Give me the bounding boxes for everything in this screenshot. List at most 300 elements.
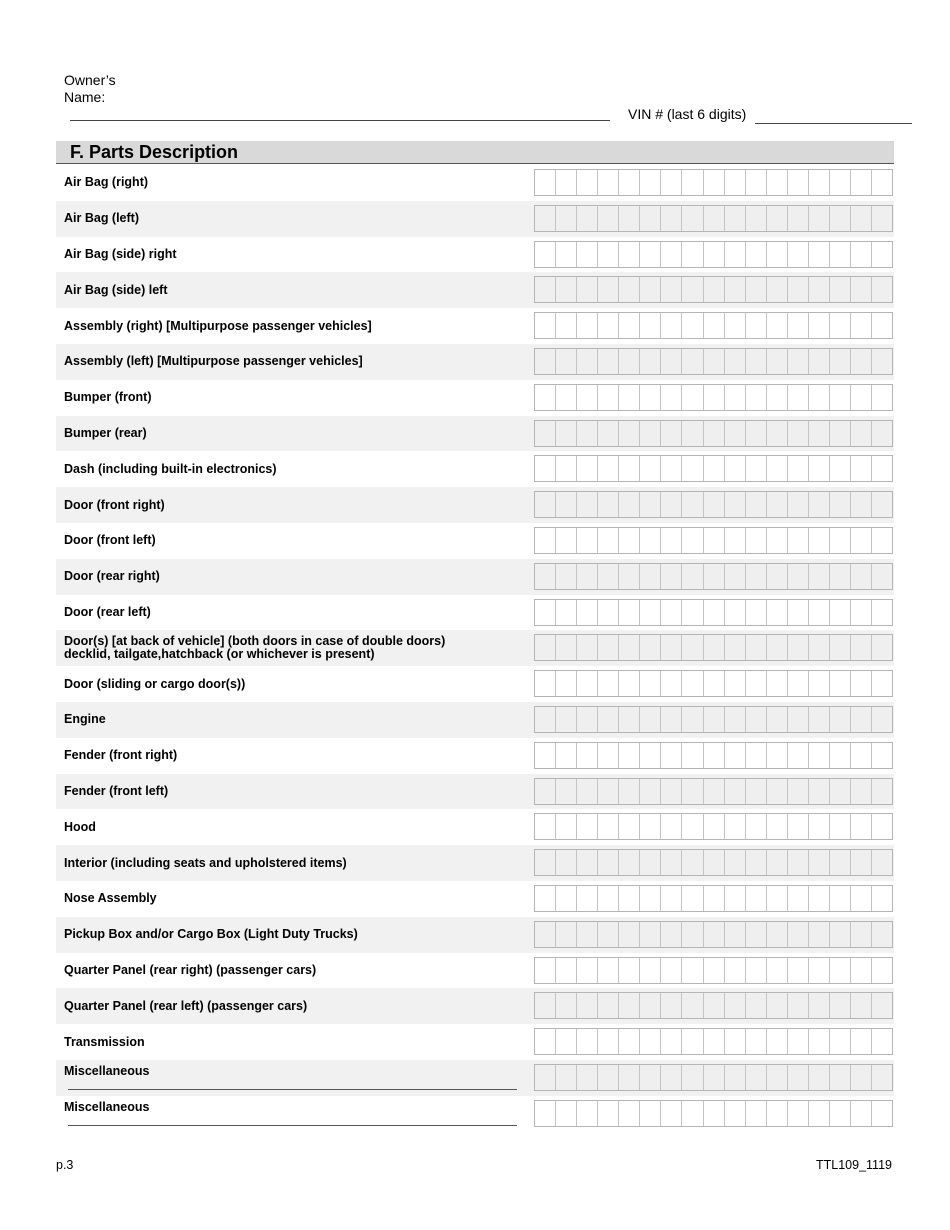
digit-box[interactable] — [766, 564, 787, 589]
part-number-boxes[interactable] — [534, 813, 893, 840]
digit-box[interactable] — [555, 707, 576, 732]
digit-box[interactable] — [829, 242, 850, 267]
digit-box[interactable] — [681, 349, 702, 374]
part-number-boxes[interactable] — [534, 634, 893, 661]
digit-box[interactable] — [597, 1065, 618, 1090]
digit-box[interactable] — [745, 671, 766, 696]
digit-box[interactable] — [681, 456, 702, 481]
digit-box[interactable] — [555, 242, 576, 267]
digit-box[interactable] — [808, 1065, 829, 1090]
digit-box[interactable] — [681, 385, 702, 410]
digit-box[interactable] — [555, 635, 576, 660]
digit-box[interactable] — [787, 886, 808, 911]
digit-box[interactable] — [787, 743, 808, 768]
digit-box[interactable] — [745, 993, 766, 1018]
digit-box[interactable] — [808, 635, 829, 660]
digit-box[interactable] — [850, 600, 871, 625]
digit-box[interactable] — [681, 743, 702, 768]
digit-box[interactable] — [535, 1029, 555, 1054]
digit-box[interactable] — [555, 886, 576, 911]
digit-box[interactable] — [703, 349, 724, 374]
digit-box[interactable] — [555, 528, 576, 553]
digit-box[interactable] — [576, 242, 597, 267]
digit-box[interactable] — [745, 1065, 766, 1090]
digit-box[interactable] — [660, 170, 681, 195]
digit-box[interactable] — [871, 958, 892, 983]
digit-box[interactable] — [787, 779, 808, 804]
digit-box[interactable] — [724, 349, 745, 374]
digit-box[interactable] — [829, 385, 850, 410]
digit-box[interactable] — [724, 671, 745, 696]
digit-box[interactable] — [535, 886, 555, 911]
digit-box[interactable] — [724, 922, 745, 947]
digit-box[interactable] — [639, 349, 660, 374]
digit-box[interactable] — [660, 850, 681, 875]
digit-box[interactable] — [597, 671, 618, 696]
digit-box[interactable] — [724, 421, 745, 446]
digit-box[interactable] — [535, 814, 555, 839]
digit-box[interactable] — [555, 349, 576, 374]
digit-box[interactable] — [639, 277, 660, 302]
digit-box[interactable] — [787, 170, 808, 195]
digit-box[interactable] — [639, 707, 660, 732]
digit-box[interactable] — [576, 671, 597, 696]
digit-box[interactable] — [787, 349, 808, 374]
digit-box[interactable] — [576, 743, 597, 768]
digit-box[interactable] — [766, 421, 787, 446]
digit-box[interactable] — [660, 206, 681, 231]
digit-box[interactable] — [660, 492, 681, 517]
digit-box[interactable] — [639, 671, 660, 696]
digit-box[interactable] — [660, 814, 681, 839]
digit-box[interactable] — [639, 850, 660, 875]
digit-box[interactable] — [808, 242, 829, 267]
digit-box[interactable] — [555, 1029, 576, 1054]
part-number-boxes[interactable] — [534, 921, 893, 948]
digit-box[interactable] — [829, 492, 850, 517]
digit-box[interactable] — [660, 277, 681, 302]
digit-box[interactable] — [535, 850, 555, 875]
digit-box[interactable] — [787, 814, 808, 839]
digit-box[interactable] — [703, 779, 724, 804]
digit-box[interactable] — [808, 277, 829, 302]
digit-box[interactable] — [681, 1029, 702, 1054]
digit-box[interactable] — [766, 242, 787, 267]
digit-box[interactable] — [724, 1065, 745, 1090]
digit-box[interactable] — [871, 528, 892, 553]
part-number-boxes[interactable] — [534, 957, 893, 984]
digit-box[interactable] — [618, 385, 639, 410]
digit-box[interactable] — [829, 707, 850, 732]
digit-box[interactable] — [724, 850, 745, 875]
digit-box[interactable] — [576, 600, 597, 625]
digit-box[interactable] — [639, 993, 660, 1018]
digit-box[interactable] — [829, 850, 850, 875]
digit-box[interactable] — [871, 206, 892, 231]
digit-box[interactable] — [808, 993, 829, 1018]
digit-box[interactable] — [597, 850, 618, 875]
digit-box[interactable] — [829, 170, 850, 195]
part-number-boxes[interactable] — [534, 1100, 893, 1127]
digit-box[interactable] — [850, 922, 871, 947]
digit-box[interactable] — [745, 277, 766, 302]
digit-box[interactable] — [871, 456, 892, 481]
digit-box[interactable] — [724, 600, 745, 625]
digit-box[interactable] — [724, 958, 745, 983]
digit-box[interactable] — [871, 850, 892, 875]
digit-box[interactable] — [555, 564, 576, 589]
digit-box[interactable] — [766, 349, 787, 374]
digit-box[interactable] — [850, 313, 871, 338]
part-number-boxes[interactable] — [534, 384, 893, 411]
digit-box[interactable] — [871, 313, 892, 338]
digit-box[interactable] — [787, 385, 808, 410]
digit-box[interactable] — [597, 814, 618, 839]
digit-box[interactable] — [703, 707, 724, 732]
digit-box[interactable] — [597, 385, 618, 410]
digit-box[interactable] — [681, 170, 702, 195]
digit-box[interactable] — [681, 206, 702, 231]
digit-box[interactable] — [703, 743, 724, 768]
digit-box[interactable] — [597, 206, 618, 231]
digit-box[interactable] — [535, 349, 555, 374]
part-number-boxes[interactable] — [534, 1028, 893, 1055]
digit-box[interactable] — [535, 385, 555, 410]
digit-box[interactable] — [681, 492, 702, 517]
digit-box[interactable] — [787, 600, 808, 625]
digit-box[interactable] — [639, 635, 660, 660]
digit-box[interactable] — [535, 743, 555, 768]
digit-box[interactable] — [555, 671, 576, 696]
part-number-boxes[interactable] — [534, 599, 893, 626]
digit-box[interactable] — [535, 492, 555, 517]
digit-box[interactable] — [787, 635, 808, 660]
digit-box[interactable] — [766, 850, 787, 875]
digit-box[interactable] — [703, 170, 724, 195]
digit-box[interactable] — [808, 886, 829, 911]
digit-box[interactable] — [618, 779, 639, 804]
digit-box[interactable] — [660, 421, 681, 446]
digit-box[interactable] — [850, 206, 871, 231]
digit-box[interactable] — [576, 850, 597, 875]
digit-box[interactable] — [787, 1101, 808, 1126]
digit-box[interactable] — [724, 492, 745, 517]
digit-box[interactable] — [597, 635, 618, 660]
digit-box[interactable] — [639, 528, 660, 553]
digit-box[interactable] — [703, 993, 724, 1018]
digit-box[interactable] — [639, 600, 660, 625]
digit-box[interactable] — [618, 170, 639, 195]
digit-box[interactable] — [871, 779, 892, 804]
digit-box[interactable] — [681, 313, 702, 338]
digit-box[interactable] — [787, 671, 808, 696]
part-number-boxes[interactable] — [534, 885, 893, 912]
digit-box[interactable] — [639, 814, 660, 839]
digit-box[interactable] — [724, 707, 745, 732]
digit-box[interactable] — [787, 707, 808, 732]
digit-box[interactable] — [535, 993, 555, 1018]
digit-box[interactable] — [766, 671, 787, 696]
digit-box[interactable] — [618, 814, 639, 839]
part-number-boxes[interactable] — [534, 670, 893, 697]
digit-box[interactable] — [535, 528, 555, 553]
digit-box[interactable] — [576, 1065, 597, 1090]
digit-box[interactable] — [787, 206, 808, 231]
digit-box[interactable] — [703, 922, 724, 947]
digit-box[interactable] — [681, 277, 702, 302]
digit-box[interactable] — [787, 456, 808, 481]
digit-box[interactable] — [597, 456, 618, 481]
digit-box[interactable] — [850, 242, 871, 267]
digit-box[interactable] — [724, 528, 745, 553]
digit-box[interactable] — [576, 206, 597, 231]
digit-box[interactable] — [808, 850, 829, 875]
digit-box[interactable] — [850, 635, 871, 660]
digit-box[interactable] — [745, 922, 766, 947]
digit-box[interactable] — [597, 277, 618, 302]
digit-box[interactable] — [808, 671, 829, 696]
digit-box[interactable] — [618, 528, 639, 553]
digit-box[interactable] — [766, 206, 787, 231]
digit-box[interactable] — [660, 349, 681, 374]
digit-box[interactable] — [766, 170, 787, 195]
digit-box[interactable] — [576, 886, 597, 911]
digit-box[interactable] — [850, 886, 871, 911]
digit-box[interactable] — [597, 242, 618, 267]
digit-box[interactable] — [660, 1029, 681, 1054]
digit-box[interactable] — [660, 671, 681, 696]
digit-box[interactable] — [639, 206, 660, 231]
digit-box[interactable] — [555, 850, 576, 875]
part-number-boxes[interactable] — [534, 706, 893, 733]
digit-box[interactable] — [787, 564, 808, 589]
digit-box[interactable] — [871, 886, 892, 911]
digit-box[interactable] — [871, 993, 892, 1018]
digit-box[interactable] — [829, 814, 850, 839]
digit-box[interactable] — [576, 814, 597, 839]
digit-box[interactable] — [703, 958, 724, 983]
digit-box[interactable] — [660, 564, 681, 589]
digit-box[interactable] — [829, 743, 850, 768]
digit-box[interactable] — [871, 1101, 892, 1126]
digit-box[interactable] — [808, 206, 829, 231]
part-number-boxes[interactable] — [534, 169, 893, 196]
digit-box[interactable] — [766, 886, 787, 911]
digit-box[interactable] — [829, 313, 850, 338]
digit-box[interactable] — [850, 1101, 871, 1126]
digit-box[interactable] — [829, 779, 850, 804]
digit-box[interactable] — [660, 528, 681, 553]
digit-box[interactable] — [745, 242, 766, 267]
digit-box[interactable] — [597, 170, 618, 195]
digit-box[interactable] — [555, 313, 576, 338]
digit-box[interactable] — [745, 600, 766, 625]
digit-box[interactable] — [681, 242, 702, 267]
digit-box[interactable] — [703, 814, 724, 839]
digit-box[interactable] — [745, 635, 766, 660]
digit-box[interactable] — [597, 886, 618, 911]
digit-box[interactable] — [576, 492, 597, 517]
digit-box[interactable] — [808, 743, 829, 768]
digit-box[interactable] — [660, 456, 681, 481]
digit-box[interactable] — [660, 600, 681, 625]
digit-box[interactable] — [766, 958, 787, 983]
digit-box[interactable] — [808, 313, 829, 338]
digit-box[interactable] — [639, 958, 660, 983]
digit-box[interactable] — [681, 600, 702, 625]
digit-box[interactable] — [535, 922, 555, 947]
digit-box[interactable] — [597, 313, 618, 338]
digit-box[interactable] — [724, 242, 745, 267]
digit-box[interactable] — [576, 564, 597, 589]
digit-box[interactable] — [766, 1029, 787, 1054]
digit-box[interactable] — [703, 600, 724, 625]
part-number-boxes[interactable] — [534, 849, 893, 876]
digit-box[interactable] — [703, 242, 724, 267]
digit-box[interactable] — [576, 313, 597, 338]
digit-box[interactable] — [597, 779, 618, 804]
digit-box[interactable] — [618, 277, 639, 302]
digit-box[interactable] — [724, 385, 745, 410]
digit-box[interactable] — [850, 850, 871, 875]
digit-box[interactable] — [660, 993, 681, 1018]
digit-box[interactable] — [808, 421, 829, 446]
digit-box[interactable] — [745, 564, 766, 589]
digit-box[interactable] — [745, 385, 766, 410]
digit-box[interactable] — [555, 743, 576, 768]
digit-box[interactable] — [808, 456, 829, 481]
digit-box[interactable] — [703, 206, 724, 231]
owner-name-field[interactable] — [70, 120, 610, 121]
digit-box[interactable] — [850, 277, 871, 302]
digit-box[interactable] — [829, 671, 850, 696]
vin-field[interactable] — [755, 123, 912, 124]
digit-box[interactable] — [787, 277, 808, 302]
digit-box[interactable] — [535, 958, 555, 983]
digit-box[interactable] — [681, 850, 702, 875]
digit-box[interactable] — [871, 349, 892, 374]
digit-box[interactable] — [535, 635, 555, 660]
digit-box[interactable] — [535, 1101, 555, 1126]
digit-box[interactable] — [787, 1029, 808, 1054]
digit-box[interactable] — [724, 779, 745, 804]
digit-box[interactable] — [660, 922, 681, 947]
digit-box[interactable] — [808, 922, 829, 947]
digit-box[interactable] — [724, 993, 745, 1018]
digit-box[interactable] — [829, 958, 850, 983]
digit-box[interactable] — [639, 242, 660, 267]
digit-box[interactable] — [871, 814, 892, 839]
digit-box[interactable] — [535, 421, 555, 446]
digit-box[interactable] — [829, 349, 850, 374]
digit-box[interactable] — [787, 993, 808, 1018]
digit-box[interactable] — [703, 635, 724, 660]
digit-box[interactable] — [850, 492, 871, 517]
digit-box[interactable] — [597, 743, 618, 768]
digit-box[interactable] — [660, 242, 681, 267]
digit-box[interactable] — [618, 313, 639, 338]
digit-box[interactable] — [618, 886, 639, 911]
digit-box[interactable] — [681, 564, 702, 589]
digit-box[interactable] — [808, 564, 829, 589]
digit-box[interactable] — [766, 922, 787, 947]
digit-box[interactable] — [681, 993, 702, 1018]
digit-box[interactable] — [555, 1065, 576, 1090]
digit-box[interactable] — [871, 277, 892, 302]
digit-box[interactable] — [597, 958, 618, 983]
digit-box[interactable] — [639, 170, 660, 195]
digit-box[interactable] — [555, 993, 576, 1018]
digit-box[interactable] — [787, 421, 808, 446]
digit-box[interactable] — [639, 1101, 660, 1126]
digit-box[interactable] — [724, 170, 745, 195]
digit-box[interactable] — [724, 743, 745, 768]
digit-box[interactable] — [724, 635, 745, 660]
part-number-boxes[interactable] — [534, 742, 893, 769]
digit-box[interactable] — [745, 170, 766, 195]
digit-box[interactable] — [618, 564, 639, 589]
digit-box[interactable] — [535, 600, 555, 625]
digit-box[interactable] — [766, 707, 787, 732]
digit-box[interactable] — [871, 385, 892, 410]
digit-box[interactable] — [618, 707, 639, 732]
part-number-boxes[interactable] — [534, 420, 893, 447]
digit-box[interactable] — [681, 779, 702, 804]
digit-box[interactable] — [871, 1029, 892, 1054]
digit-box[interactable] — [829, 564, 850, 589]
part-number-boxes[interactable] — [534, 491, 893, 518]
digit-box[interactable] — [787, 850, 808, 875]
digit-box[interactable] — [850, 349, 871, 374]
digit-box[interactable] — [576, 385, 597, 410]
digit-box[interactable] — [871, 635, 892, 660]
digit-box[interactable] — [555, 600, 576, 625]
digit-box[interactable] — [555, 958, 576, 983]
digit-box[interactable] — [745, 492, 766, 517]
digit-box[interactable] — [618, 1029, 639, 1054]
digit-box[interactable] — [618, 635, 639, 660]
digit-box[interactable] — [639, 886, 660, 911]
digit-box[interactable] — [597, 600, 618, 625]
digit-box[interactable] — [639, 421, 660, 446]
digit-box[interactable] — [618, 349, 639, 374]
digit-box[interactable] — [555, 492, 576, 517]
part-number-boxes[interactable] — [534, 455, 893, 482]
digit-box[interactable] — [745, 1029, 766, 1054]
digit-box[interactable] — [724, 886, 745, 911]
digit-box[interactable] — [555, 779, 576, 804]
digit-box[interactable] — [808, 170, 829, 195]
digit-box[interactable] — [681, 1101, 702, 1126]
digit-box[interactable] — [618, 456, 639, 481]
digit-box[interactable] — [745, 779, 766, 804]
digit-box[interactable] — [850, 958, 871, 983]
digit-box[interactable] — [745, 814, 766, 839]
digit-box[interactable] — [618, 421, 639, 446]
digit-box[interactable] — [703, 1029, 724, 1054]
digit-box[interactable] — [597, 492, 618, 517]
digit-box[interactable] — [766, 313, 787, 338]
digit-box[interactable] — [724, 1101, 745, 1126]
digit-box[interactable] — [618, 242, 639, 267]
digit-box[interactable] — [681, 635, 702, 660]
digit-box[interactable] — [555, 170, 576, 195]
digit-box[interactable] — [724, 1029, 745, 1054]
digit-box[interactable] — [745, 743, 766, 768]
digit-box[interactable] — [576, 707, 597, 732]
digit-box[interactable] — [535, 707, 555, 732]
digit-box[interactable] — [660, 1101, 681, 1126]
